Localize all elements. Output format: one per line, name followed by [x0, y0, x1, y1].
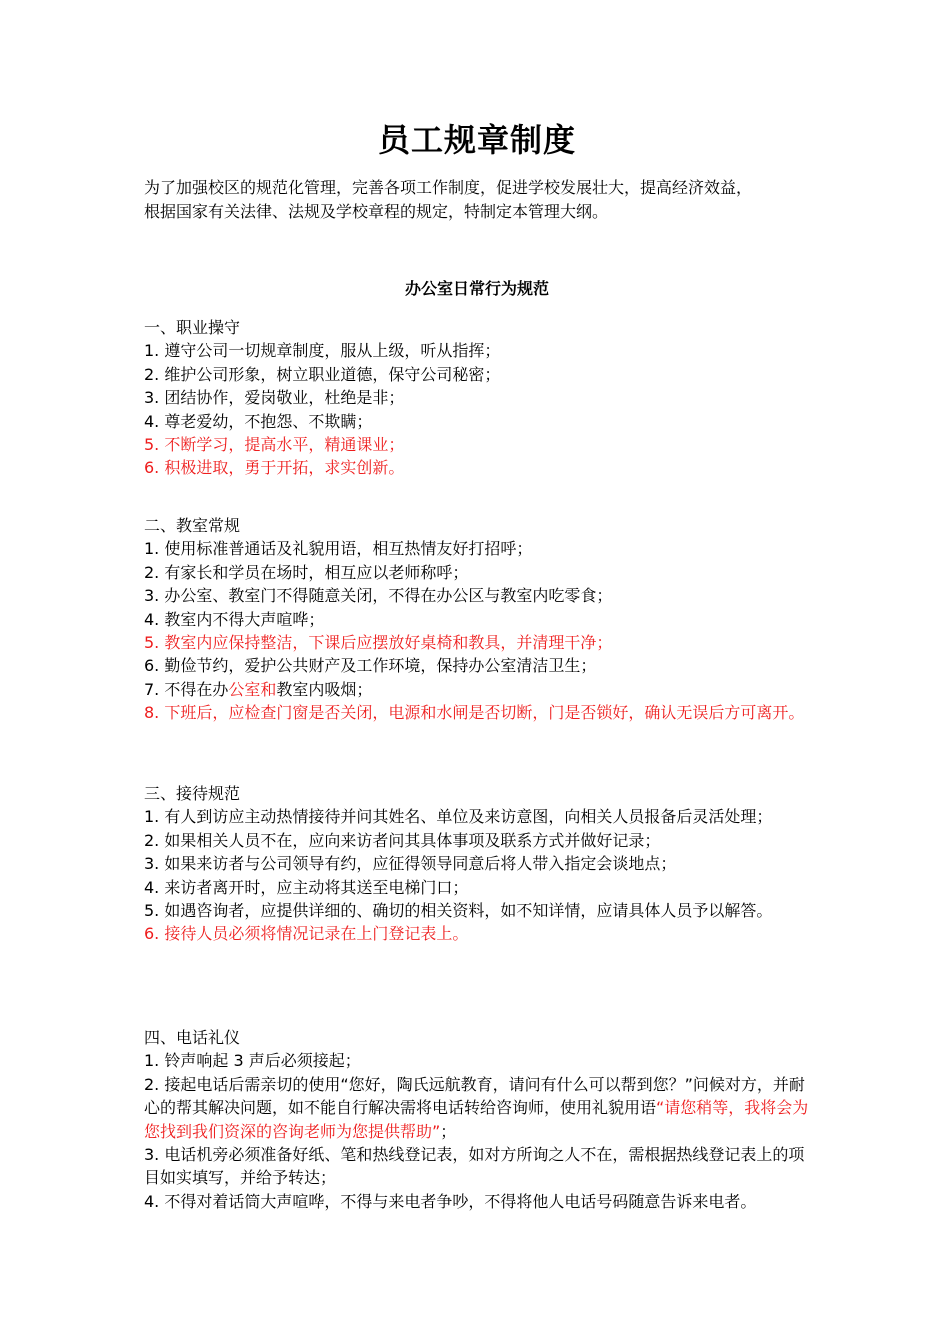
intro-line: 根据国家有关法律、法规及学校章程的规定，特制定本管理大纲。	[144, 202, 609, 221]
item-text-highlighted: “请您稍等，我将会为您找到我们资深的咨询老师为您提供帮助”	[144, 1098, 809, 1141]
list-item-highlighted: 5. 不断学习，提高水平，精通课业；	[144, 435, 405, 455]
list-item: 2. 维护公司形象，树立职业道德，保守公司秘密；	[144, 364, 501, 384]
item-text: 2. 接起电话后需亲切的使用“您好，陶氏远航教育，请问有什么可以帮到您？”问候对方，并耐心的帮其解决问题，如不能自行解决需将电话转给咨询师，使用礼貌用语	[144, 1074, 805, 1118]
section-reception-rules	[144, 782, 810, 946]
list-item: 1. 使用标准普通话及礼貌用语，相互热情友好打招呼；	[144, 539, 533, 559]
intro-paragraph	[144, 176, 810, 224]
list-item	[144, 678, 810, 701]
item-text-highlighted: 公室和	[228, 679, 277, 699]
list-item: 4. 不得对着话筒大声喧哗，不得与来电者争吵，不得将他人电话号码随意告诉来电者。	[144, 1191, 757, 1211]
list-item-highlighted: 6. 接待人员必须将情况记录在上门登记表上。	[144, 924, 469, 944]
document-title: 员工规章制度	[377, 121, 576, 159]
section-heading: 三、接待规范	[144, 784, 241, 803]
section-classroom-rules	[144, 514, 810, 725]
list-item: 3. 电话机旁必须准备好纸、笔和热线登记表，如对方所询之人不在，需根据热线登记表上的项目如实填写，并给予转达；	[144, 1145, 805, 1188]
item-text: ；	[440, 1121, 457, 1141]
list-item-highlighted: 8. 下班后，应检查门窗是否关闭，电源和水闸是否切断，门是否锁好，确认无误后方可离开。	[144, 703, 805, 723]
intro-line: 为了加强校区的规范化管理，完善各项工作制度，促进学校发展壮大，提高经济效益，	[144, 178, 753, 197]
list-item: 2. 有家长和学员在场时，相互应以老师称呼；	[144, 562, 469, 582]
list-item: 1. 遵守公司一切规章制度，服从上级，听从指挥；	[144, 341, 501, 361]
list-item	[144, 1073, 810, 1143]
list-item-highlighted: 5. 教室内应保持整洁，下课后应摆放好桌椅和教具，并清理干净；	[144, 633, 613, 653]
list-item: 4. 尊老爱幼，不抱怨、不欺瞒；	[144, 411, 373, 431]
list-item: 5. 如遇咨询者，应提供详细的、确切的相关资料，如不知详情，应请具体人员予以解答。	[144, 901, 773, 921]
list-item-highlighted: 6. 积极进取，勇于开拓，求实创新。	[144, 458, 405, 478]
section-professional-ethics	[144, 316, 810, 480]
list-item: 2. 如果相关人员不在，应向来访者问其具体事项及联系方式并做好记录；	[144, 830, 661, 850]
list-item: 3. 如果来访者与公司领导有约，应征得领导同意后将人带入指定会谈地点；	[144, 854, 677, 874]
list-item: 6. 勤俭节约，爱护公共财产及工作环境，保持办公室清洁卫生；	[144, 656, 597, 676]
item-text: 7. 不得在办	[144, 679, 229, 699]
section-heading: 一、职业操守	[144, 318, 241, 337]
list-item: 3. 办公室、教室门不得随意关闭，不得在办公区与教室内吃零食；	[144, 586, 613, 606]
section-heading: 四、电话礼仪	[144, 1028, 241, 1047]
list-item: 1. 有人到访应主动热情接待并问其姓名、单位及来访意图，向相关人员报备后灵活处理；	[144, 807, 773, 827]
section-heading: 二、教室常规	[144, 516, 241, 535]
list-item: 4. 来访者离开时，应主动将其送至电梯门口；	[144, 877, 469, 897]
section-subtitle: 办公室日常行为规范	[404, 279, 549, 298]
section-phone-etiquette	[144, 1026, 810, 1213]
list-item: 4. 教室内不得大声喧哗；	[144, 609, 325, 629]
list-item: 3. 团结协作，爱岗敬业，杜绝是非；	[144, 388, 405, 408]
item-text: 教室内吸烟；	[276, 679, 373, 699]
list-item: 1. 铃声响起 3 声后必须接起；	[144, 1051, 361, 1071]
